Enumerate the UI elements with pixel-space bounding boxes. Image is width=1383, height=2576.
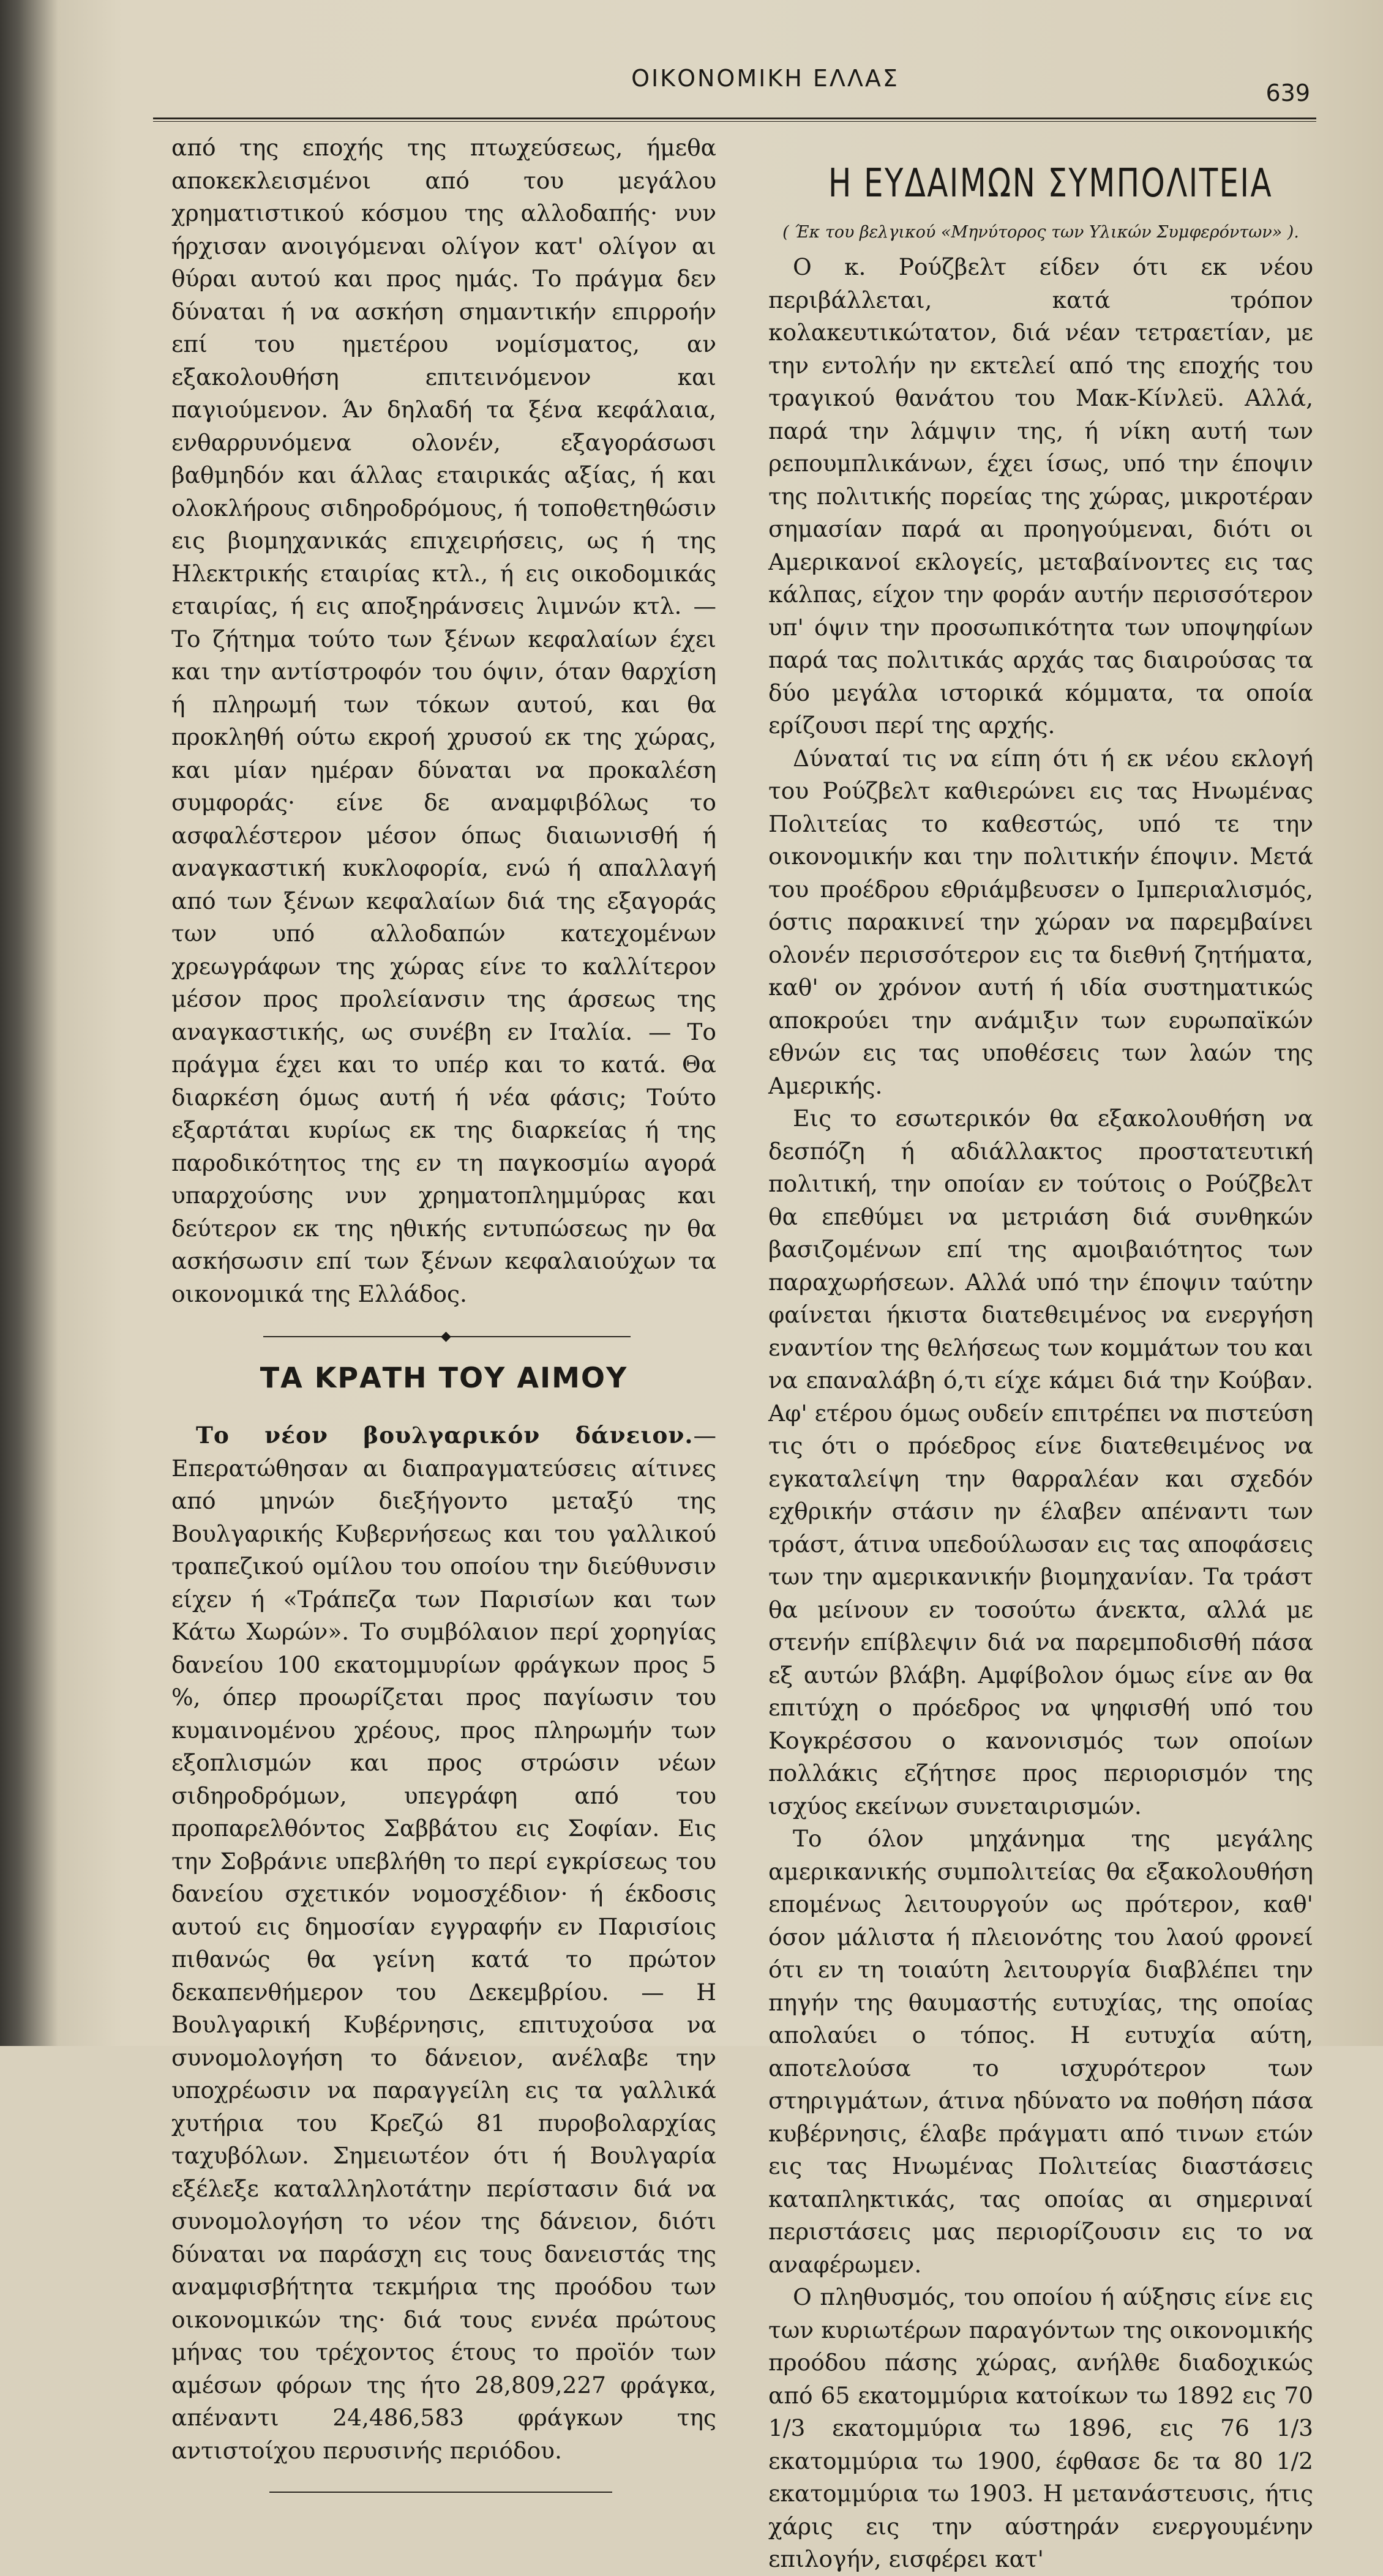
subsection-text: — Επερατώθησαν αι διαπραγματεύσεις αίτινες από μηνών διεξήγοντο μεταξύ της Βουλγαρικής Κυβερνήσεως και του γαλλικού τραπεζικού ομίλου του οποίου την διεύθυνσιν είχεν ή «Τράπεζα των Παρισίων και των Κάτω Χωρών». Το συμβόλαιον περί χορηγίας δανείου 100 εκατομμυρίων φράγκων προς 5 %, όπερ προωρίζεται προς παγίωσιν του κυμαινομένου χρέους, προς πληρωμήν των εξοπλισμών και προς στρώσιν νέων σιδηροδρόμων, υπεγράφη από του προπαρελθόντος Σαββάτου εις Σοφίαν. Εις την Σοβράνιε υπεβλήθη το περί εγκρίσεως του δανείου σχετικόν νομοσχέδιον· ή έκδοσις αυτού εις δημοσίαν εγγραφήν εν Παρισίοις πιθανώς θα γείνη κατά το πρώτον δεκαπενθήμερον του Δεκεμβρίου. — Η Βουλγαρική Κυβέρνησις, επιτυχούσα να συνομολογήση το δάνειον, ανέλαβε την υποχρέωσιν να παραγγείλη εις τα γαλλικά χυτήρια του Κρεζώ 81 πυροβολαρχίας ταχυβόλων. Σημειωτέον ότι ή Βουλγαρία εξέλεξε καταλληλοτάτην περίστασιν διά να συνομολογήση το νέον της δάνειον, διότι δύναται να παράσχη εις τους δανειστάς της αναμφισβήτητα τεκμήρια της προόδου των οικονομικών της· διά τους εννέα πρώτους μήνας του τρέχοντος έτους το προϊόν των αμέσων φόρων της ήτο 28,809,227 φράγκα, απέναντι 24,486,583 φράγκων της αντιστοίχου περυσινής περιόδου. bbox=[171, 1422, 716, 2464]
header-rule bbox=[153, 118, 1316, 122]
section-separator bbox=[171, 1327, 716, 1346]
left-paragraph-1: από της εποχής της πτωχεύσεως, ήμεθα αποκεκλεισμένοι από του μεγάλου χρηματιστικού κόσμου της αλλοδαπής· νυν ήρχισαν ανοιγόμεναι ολίγον κατ' ολίγον αι θύραι αυτού και προς ημάς. Το πράγμα δεν δύναται ή να ασκήση σημαντικήν επιρροήν επί του ημετέρου νομίσματος, αν εξακολουθήση επιτεινόμενον και παγιούμενον. Άν δηλαδή τα ξένα κεφάλαια, ενθαρρυνόμενα ολονέν, εξαγοράσωσι βαθμηδόν και άλλας εταιρικάς αξίας, ή και ολοκλήρους σιδηροδρόμους, ή τοποθετηθώσιν εις βιομηχανικάς επιχειρήσεις, ως ή της Ηλεκτρικής εταιρίας κτλ., ή εις οικοδομικάς εταιρίας, ή εις αποξηράνσεις λιμνών κτλ. —Το ζήτημα τούτο των ξένων κεφαλαίων έχει και την αντίστροφόν του όψιν, όταν θαρχίση ή πληρωμή των τόκων αυτού, και θα προκληθή ούτω εκροή χρυσού εκ της χώρας, και μίαν ημέραν δύναται να προκαλέση συμφοράς· είνε δε αναμφιβόλως το ασφαλέστερον μέσον όπως διαιωνισθή ή αναγκαστική κυκλοφορία, ενώ ή απαλλαγή από των ξένων κεφαλαίων διά της εξαγοράς των υπό αλλοδαπών κατεχομένων χρεωγράφων της χώρας είνε το καλλίτερον μέσον προς προλείανσιν της άρσεως της αναγκαστικής, ως συνέβη εν Ιταλία. — Το πράγμα έχει και το υπέρ και το κατά. Θα διαρκέση όμως αυτή ή νέα φάσις; Τούτο εξαρτάται κυρίως εκ της διαρκείας ή της παροδικότητος της εν τη παγκοσμίω αγορά υπαρχούσης νυν χρηματοπλημμύρας και δεύτερον εκ της ηθικής εντυπώσεως ην θα ασκήσωσιν επί των ξένων κεφαλαιούχων τα οικονομικά της Ελλάδος. bbox=[171, 134, 716, 1307]
subsection-heading: Το νέον βουλγαρικόν δάνειον. bbox=[196, 1422, 694, 1449]
right-column bbox=[768, 132, 1313, 2576]
separator-dot-icon: ◆ bbox=[441, 1329, 451, 1344]
left-column bbox=[171, 132, 716, 2493]
section-title: ΤΑ ΚΡΑΤΗ ΤΟΥ ΑΙΜΟΥ bbox=[260, 1361, 628, 1394]
right-paragraph-3: Εις το εσωτερικόν θα εξακολουθήση να δεσπόζη ή αδιάλλακτος προστατευτική πολιτική, την οποίαν εν τούτοις ο Ρούζβελτ θα επεθύμει να μετριάση διά συνθηκών βασιζομένων επί της αμοιβαιότητος των παραχωρήσεων. Αλλά υπό την έποψιν ταύτην φαίνεται ήκιστα διατεθειμένος να ενεργήση εναντίον της θελήσεως των κομμάτων του και να επαναλάβη ό,τι είχε κάμει διά την Κούβαν. Αφ' ετέρου όμως ουδείν επιτρέπει να πιστεύση τις ότι ο πρόεδρος είνε διατεθειμένος να εγκαταλείψη την θαρραλέαν και σχεδόν εχθρικήν στάσιν ην έλαβεν απέναντι των τράστ, άτινα υπεδούλωσαν εις τας αποφάσεις των την αμερικανικήν βιομηχανίαν. Τα τράστ θα μείνουν εν τοσούτω άνεκτα, αλλά με στενήν επίβλεψιν διά να παρεμποδισθή πάσα εξ αυτών βλάβη. Αμφίβολον όμως είνε αν θα επιτύχη ο πρόεδρος να ψηφισθή υπό του Κογκρέσσου ο κανονισμός των οποίων πολλάκις εζήτησε προς περιορισμόν της ισχύος εκείνων συνεταιρισμών. bbox=[768, 1105, 1313, 1820]
running-title: ΟΙΚΟΝΟΜΙΚΗ ΕΛΛΑΣ bbox=[631, 65, 899, 92]
page-number: 639 bbox=[1265, 80, 1310, 106]
right-paragraph-2: Δύναταί τις να είπη ότι ή εκ νέου εκλογή του Ρούζβελτ καθιερώνει εις τας Ηνωμένας Πολιτείας το καθεστώς, υπό τε την οικονομικήν και την πολιτικήν έποψιν. Μετά του προέδρου εθριάμβευσεν ο Ιμπεριαλισμός, όστις παρακινεί την χώραν να παρεμβαίνει ολονέν περισσότερον εις τα διεθνή ζητήματα, καθ' ον χρόνον αυτή ή ιδία συστηματικώς αποκρούει την ανάμιξιν των ευρωπαϊκών εθνών εις τας υποθέσεις των λαών της Αμερικής. bbox=[768, 744, 1313, 1099]
subsection-paragraph bbox=[171, 1419, 716, 2467]
right-paragraph-1: Ο κ. Ρούζβελτ είδεν ότι εκ νέου περιβάλλεται, κατά τρόπον κολακευτικώτατον, διά νέαν τετραετίαν, με την εντολήν ην εκτελεί από της εποχής του τραγικού θανάτου του Μακ-Κίνλεϋ. Αλλά, παρά την λάμψιν της, ή νίκη αυτή των ρεπουμπλικάνων, έχει ίσως, υπό την έποψιν της πολιτικής πορείας της χώρας, μικροτέραν σημασίαν παρά αι προηγούμεναι, διότι οι Αμερικανοί εκλογείς, μεταβαίνοντες εις τας κάλπας, είχον την φοράν αυτήν περισσότερον υπ' όψιν την προσωπικότητα των υποψηφίων παρά τας πολιτικάς αρχάς τας διαιρούσας τα δύο μεγάλα ιστορικά κόμματα, τα οποία ερίζουσι περί της αρχής. bbox=[768, 253, 1313, 739]
page-header bbox=[153, 61, 1316, 122]
right-paragraph-4: Το όλον μηχάνημα της μεγάλης αμερικανικής συμπολιτείας θα εξακολουθήση επομένως λειτουργούν ως πρότερον, καθ' όσον μάλιστα ή πλειονότης του λαού φρονεί ότι εν τη τοιαύτη λειτουργία διαβλέπει την πηγήν της θαυμαστής ευτυχίας, της οποίας απολαύει ο τόπος. Η ευτυχία αύτη, αποτελούσα το ισχυρότερον των στηριγμάτων, άτινα ηδύνατο να ποθήση πάσα κυβέρνησις, έλαβε πράγματι από τινων ετών εις τας Ηνωμένας Πολιτείας διαστάσεις καταπληκτικάς, τας οποίας αι σημεριναί περιστάσεις μας περιορίζουσιν εις το να αναφέρωμεν. bbox=[768, 1825, 1313, 2278]
end-rule bbox=[269, 2492, 612, 2493]
source-note: ( Έκ του βελγικού «Μηνύτορος των Υλικών Συμφερόντων» ). bbox=[782, 223, 1299, 242]
article-title: Η ΕΥΔΑΙΜΩΝ ΣΥΜΠΟΛΙΤΕΙΑ bbox=[828, 161, 1273, 206]
right-paragraph-5: Ο πληθυσμός, του οποίου ή αύξησις είνε εις των κυριωτέρων παραγόντων της οικονομικής προόδου πάσης χώρας, ανήλθε διαδοχικώς από 65 εκατομμύρια κατοίκων τω 1892 εις 70 1/3 εκατομμύρια τω 1896, εις 76 1/3 εκατομμύρια τω 1900, έφθασε δε τα 80 1/2 εκατομμύρια τω 1903. Η μετανάστευσις, ήτις χάρις εις την αύστηράν ενεργουμένην επιλογήν, εισφέρει κατ' bbox=[768, 2283, 1313, 2572]
